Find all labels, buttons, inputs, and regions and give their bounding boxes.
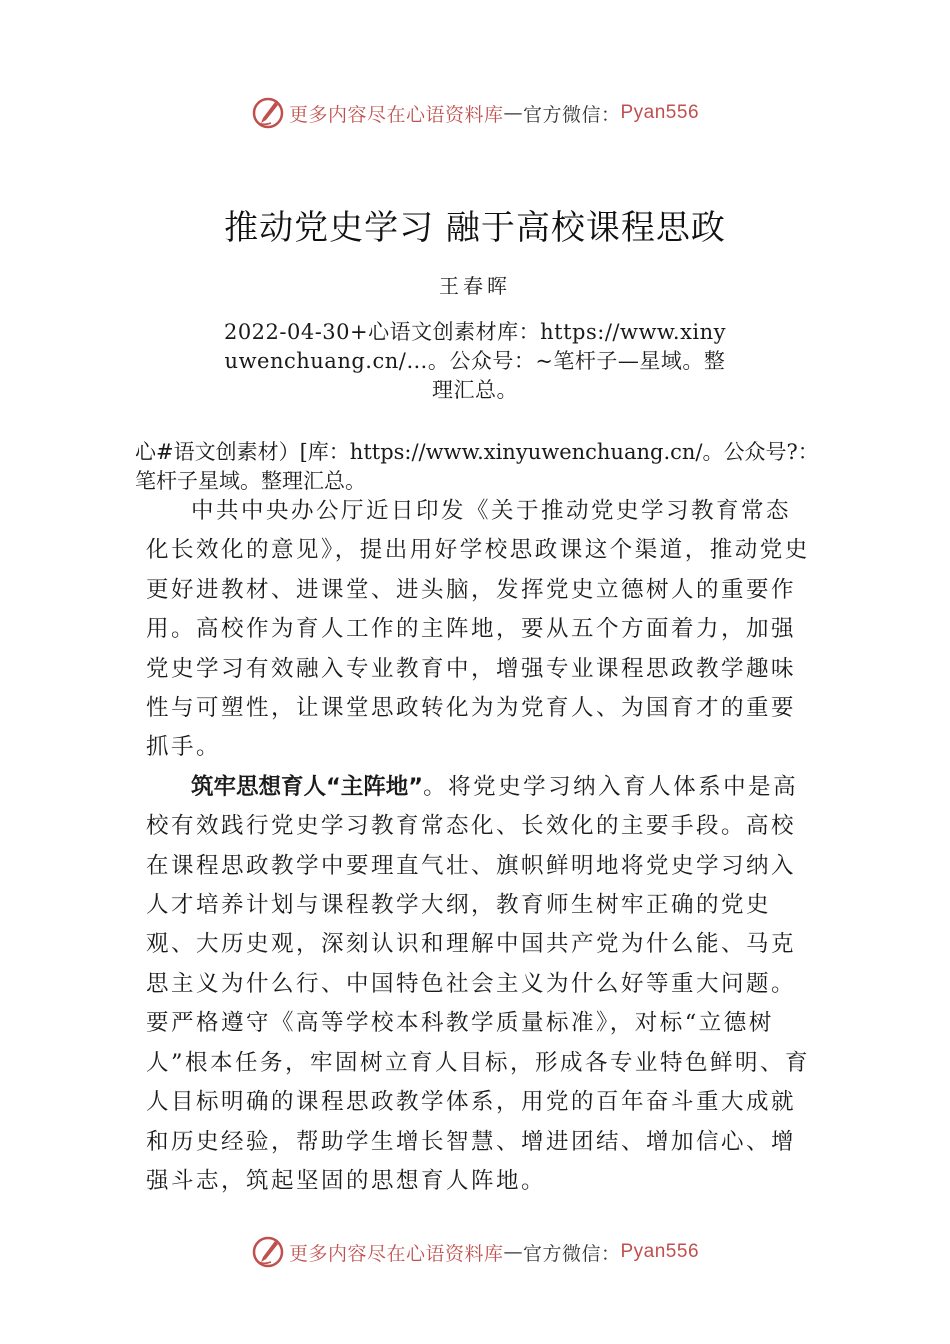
source-note: 心#语文创素材）[库：https://www.xinyuwenchuang.cn/。公众号?：笔杆子星域。整理汇总。 [135,440,819,493]
source-line: 2022-04-30+心语文创素材库：https://www.xinyuwenchuang.cn/…。公众号：~笔杆子—星域。整理汇总。 [223,320,727,402]
paragraph-main [146,768,810,1201]
watermark-contact: 官方微信： [522,1242,621,1265]
watermark-separator: — [503,1241,523,1263]
quill-pen-logo-icon [251,96,285,130]
watermark-text: 更多内容尽在心语资料库 [288,103,504,126]
watermark-text: 更多内容尽在心语资料库 [288,1242,504,1265]
watermark-brand: Pyan556 [620,102,700,123]
watermark-contact: 官方微信： [522,103,621,126]
quill-pen-logo-icon [251,1235,285,1269]
watermark-brand: Pyan556 [620,1241,700,1262]
paragraph-heading: 筑牢思想育人“主阵地” [191,773,424,800]
paragraph-text: 。将党史学习纳入育人体系中是高校有效践行党史学习教育常态化、长效化的主要手段。高校在课程思政教学中要理直气壮、旗帜鲜明地将党史学习纳入人才培养计划与课程教学大纲，教育师生树牢正确的党史观、大历史观，深刻认识和理解中国共产党为什么能、马克思主义为什么行、中国特色社会主义为什么好等重大问题。要严格遵守《高等学校本科教学质量标准》，对标“立德树人”根本任务，牢固树立育人目标，形成各专业特色鲜明、育人目标明确的课程思政教学体系，用党的百年奋斗重大成就和历史经验，帮助学生增长智慧、增进团结、增加信心、增强斗志，筑起坚固的思想育人阵地。 [146,773,811,1194]
article-title: 推动党史学习 融于高校课程思政 [224,208,726,248]
header-watermark [0,93,950,133]
watermark-separator: — [503,102,523,124]
article-body [146,492,810,1201]
paragraph-intro: 中共中央办公厅近日印发《关于推动党史学习教育常态化长效化的意见》，提出用好学校思政课这个渠道，推动党史更好进教材、进课堂、进头脑，发挥党史立德树人的重要作用。高校作为育人工作的主阵地，要从五个方面着力，加强党史学习有效融入专业教育中，增强专业课程思政教学趣味性与可塑性，让课堂思政转化为为党育人、为国育才的重要抓手。 [146,498,810,761]
article-author: 王春晖 [439,274,511,298]
footer-watermark [0,1232,950,1272]
